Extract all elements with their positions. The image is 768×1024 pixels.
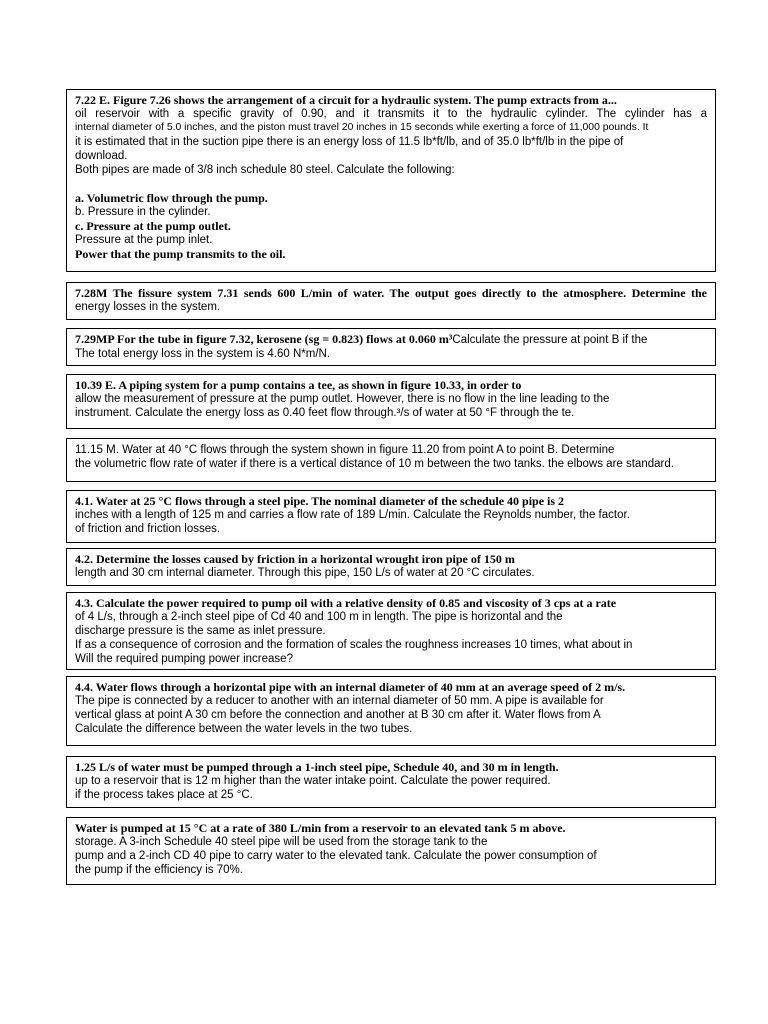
problem-text: Calculate the difference between the water levels in the two tubes.	[75, 723, 413, 735]
problem-box-7-29mp	[66, 328, 716, 366]
problem-text: of friction and friction losses.	[75, 523, 221, 535]
question-a: a. Volumetric flow through the pump.	[75, 191, 268, 205]
problem-text: the volumetric flow rate of water if there is a vertical distance of 10 m between the two tanks. the elbows are standard.	[75, 458, 674, 470]
problem-text: inches with a length of 125 m and carries a flow rate of 189 L/min. Calculate the Reynolds number, the factor.	[75, 509, 630, 521]
problem-heading: 7.29MP For the tube in figure 7.32, kerosene (sg = 0.823) flows at 0.060 m³	[75, 332, 453, 346]
problem-text: Will the required pumping power increase?	[75, 653, 293, 665]
problem-text: the pump if the efficiency is 70%.	[75, 864, 243, 876]
problem-text: discharge pressure is the same as inlet pressure.	[75, 625, 326, 637]
problem-box-7-28m	[66, 282, 716, 320]
problem-text: The pipe is connected by a reducer to another with an internal diameter of 50 mm. A pipe is available for	[75, 695, 604, 707]
problem-heading-line	[75, 332, 707, 347]
problem-box-4-3	[66, 592, 716, 670]
problem-text: length and 30 cm internal diameter. Through this pipe, 150 L/s of water at 20 °C circulates.	[75, 567, 535, 579]
problem-text: oil reservoir with a specific gravity of 0.90, and it transmits it to the hydraulic cylinder. The cylinder has a	[75, 108, 707, 120]
problem-heading: 4.3. Calculate the power required to pump oil with a relative density of 0.85 and viscosity of 3 cps at a rate	[75, 596, 617, 610]
problem-text: Calculate the pressure at point B if the	[452, 334, 648, 346]
problem-text: allow the measurement of pressure at the pump outlet. However, there is no flow in the line leading to the	[75, 393, 610, 405]
problem-text: Both pipes are made of 3/8 inch schedule 80 steel. Calculate the following:	[75, 164, 455, 176]
problem-box-7-22	[66, 89, 716, 272]
problem-text: 11.15 M. Water at 40 °C flows through the system shown in figure 11.20 from point A to point B. Determine	[75, 444, 615, 456]
problem-text: if the process takes place at 25 °C.	[75, 789, 253, 801]
problem-heading: 7.28M The fissure system 7.31 sends 600 L/min of water. The output goes directly to the atmosphere. Determine the	[75, 286, 707, 300]
question-b: b. Pressure in the cylinder.	[75, 206, 211, 218]
problem-heading: 1.25 L/s of water must be pumped through a 1-inch steel pipe, Schedule 40, and 30 m in length.	[75, 760, 559, 774]
problem-text: up to a reservoir that is 12 m higher than the water intake point. Calculate the power required.	[75, 775, 551, 787]
problem-box-4-1	[66, 490, 716, 543]
problem-heading: 10.39 E. A piping system for a pump contains a tee, as shown in figure 10.33, in order to	[75, 378, 522, 392]
problem-text: The total energy loss in the system is 4.60 N*m/N.	[75, 348, 331, 360]
problem-box-11-15m	[66, 438, 716, 482]
problem-text: energy losses in the system.	[75, 301, 221, 313]
question-d: Pressure at the pump inlet.	[75, 234, 213, 246]
question-c: c. Pressure at the pump outlet.	[75, 219, 231, 233]
problem-text: it is estimated that in the suction pipe there is an energy loss of 11.5 lb*ft/lb, and of 35.0 lb*ft/lb in the pipe of	[75, 136, 624, 148]
problem-text: pump and a 2-inch CD 40 pipe to carry water to the elevated tank. Calculate the power consumption of	[75, 850, 597, 862]
problem-text: instrument. Calculate the energy loss as 0.40 feet flow through.³/s of water at 50 °F through the te.	[75, 407, 575, 419]
problem-heading: Water is pumped at 15 °C at a rate of 380 L/min from a reservoir to an elevated tank 5 m above.	[75, 821, 566, 835]
problem-heading: 4.4. Water flows through a horizontal pipe with an internal diameter of 40 mm at an average speed of 2 m/s.	[75, 680, 626, 694]
problem-text: If as a consequence of corrosion and the formation of scales the roughness increases 10 times, what about in	[75, 639, 633, 651]
problem-box-4-2	[66, 548, 716, 586]
problem-heading: 4.1. Water at 25 °C flows through a steel pipe. The nominal diameter of the schedule 40 pipe is 2	[75, 494, 565, 508]
problem-text: download.	[75, 150, 128, 162]
problem-text: of 4 L/s, through a 2-inch steel pipe of Cd 40 and 100 m in length. The pipe is horizontal and the	[75, 611, 563, 623]
problem-heading: 4.2. Determine the losses caused by friction in a horizontal wrought iron pipe of 150 m	[75, 552, 515, 566]
problem-text: vertical glass at point A 30 cm before the connection and another at B 30 cm after it. Water flows from A	[75, 709, 601, 721]
problem-text: storage. A 3-inch Schedule 40 steel pipe will be used from the storage tank to the	[75, 836, 488, 848]
problem-heading: 7.22 E. Figure 7.26 shows the arrangement of a circuit for a hydraulic system. The pump extracts from a...	[75, 93, 617, 107]
problem-box-elevated-tank	[66, 817, 716, 885]
question-e: Power that the pump transmits to the oil.	[75, 247, 286, 261]
problem-text: internal diameter of 5.0 inches, and the piston must travel 20 inches in 15 seconds while exerting a force of 11,000 pounds. It	[75, 122, 649, 133]
problem-box-10-39e	[66, 374, 716, 429]
problem-box-4-4	[66, 676, 716, 746]
spacer	[75, 177, 707, 191]
problem-box-pumping-1-inch	[66, 756, 716, 808]
